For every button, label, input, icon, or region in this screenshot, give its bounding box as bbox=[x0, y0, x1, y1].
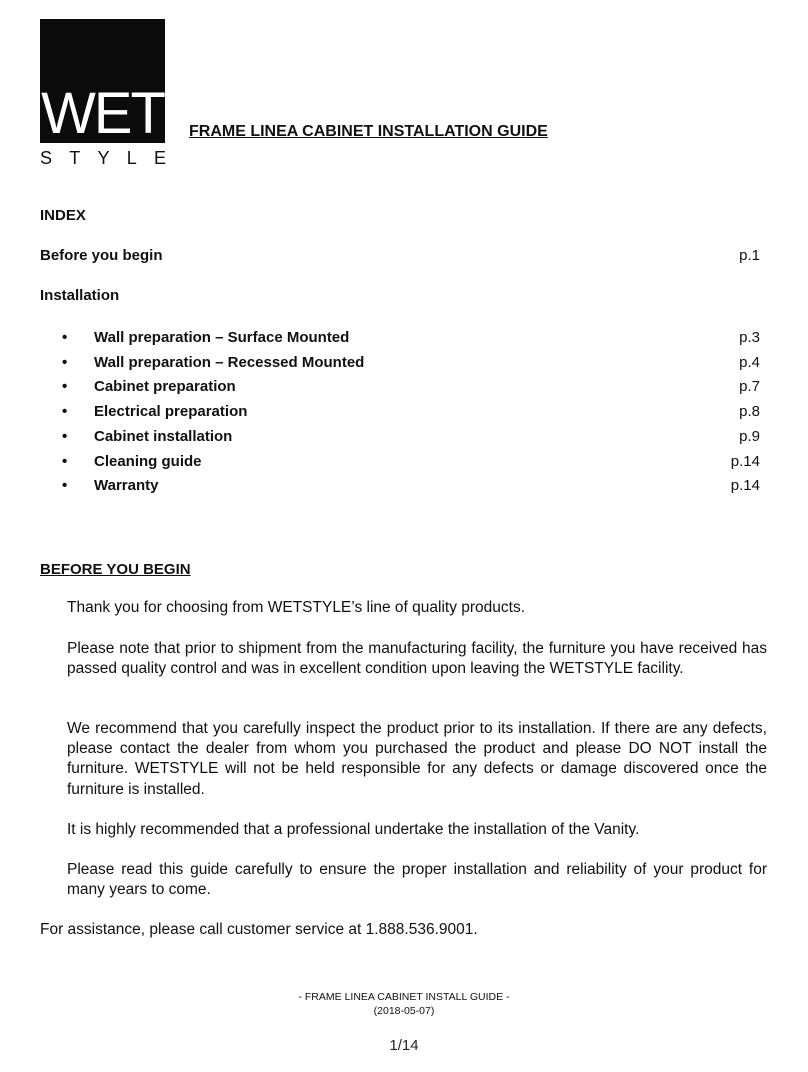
logo-letter: S bbox=[40, 148, 53, 168]
toc-label: Wall preparation – Recessed Mounted bbox=[94, 353, 365, 371]
list-item bbox=[62, 400, 760, 425]
toc-label: Warranty bbox=[94, 477, 159, 495]
paragraph: We recommend that you carefully inspect the product prior to its installation. If there are any defects, please contact the dealer from whom you purchased the product and please DO NOT install the furniture. WETSTYLE will not be held responsible for any defects or damage discovered once the furniture is installed. bbox=[67, 720, 767, 798]
toc-label: Cabinet installation bbox=[94, 427, 233, 445]
toc-page: p.7 bbox=[739, 378, 760, 396]
logo-letter: E bbox=[153, 148, 166, 168]
paragraph: Please read this guide carefully to ensure the proper installation and reliability of your product for many years to come. bbox=[67, 861, 767, 899]
list-item bbox=[62, 375, 760, 400]
page-number: 1/14 bbox=[389, 1037, 419, 1054]
toc-installation-list bbox=[62, 326, 760, 499]
logo-letter: L bbox=[126, 148, 137, 168]
logo-wordmark: WET bbox=[41, 81, 164, 146]
toc-label: Cleaning guide bbox=[94, 452, 202, 470]
bullet: • bbox=[62, 353, 68, 371]
paragraph: Please note that prior to shipment from the manufacturing facility, the furniture you have received has passed quality control and was in excellent condition upon leaving the WETSTYLE facility. bbox=[67, 640, 767, 678]
toc-page: p.4 bbox=[739, 353, 760, 371]
paragraph: Thank you for choosing from WETSTYLE’s line of quality products. bbox=[67, 599, 526, 616]
toc-before-you-begin bbox=[40, 246, 760, 266]
logo-subtitle bbox=[40, 147, 166, 169]
toc-page: p.9 bbox=[739, 427, 760, 445]
toc-label: Cabinet preparation bbox=[94, 378, 236, 396]
toc-page: p.3 bbox=[739, 329, 760, 346]
index-heading: INDEX bbox=[40, 207, 86, 224]
bullet: • bbox=[62, 477, 68, 495]
list-item bbox=[62, 474, 760, 499]
toc-label: Electrical preparation bbox=[94, 403, 248, 421]
bullet: • bbox=[62, 427, 68, 445]
toc-label: Before you begin bbox=[40, 247, 163, 264]
brand-logo bbox=[40, 19, 165, 146]
toc-page: p.1 bbox=[739, 247, 760, 264]
document-title: FRAME LINEA CABINET INSTALLATION GUIDE bbox=[189, 123, 548, 140]
bullet: • bbox=[62, 452, 68, 470]
toc-label: Wall preparation – Surface Mounted bbox=[94, 329, 350, 346]
logo-letter: Y bbox=[97, 148, 110, 168]
footer-date: (2018-05-07) bbox=[373, 1005, 435, 1017]
list-item bbox=[62, 425, 760, 450]
logo-letter: T bbox=[69, 148, 81, 168]
toc-page: p.14 bbox=[730, 477, 760, 495]
list-item bbox=[62, 326, 760, 351]
bullet: • bbox=[62, 378, 68, 396]
footer-title: - FRAME LINEA CABINET INSTALL GUIDE - bbox=[298, 991, 510, 1003]
paragraph: It is highly recommended that a professional undertake the installation of the Vanity. bbox=[67, 821, 640, 838]
bullet: • bbox=[62, 403, 68, 421]
toc-page: p.8 bbox=[739, 403, 760, 421]
list-item bbox=[62, 450, 760, 475]
bullet: • bbox=[62, 329, 68, 346]
list-item bbox=[62, 351, 760, 376]
toc-page: p.14 bbox=[730, 452, 760, 470]
assistance-note: For assistance, please call customer service at 1.888.536.9001. bbox=[40, 921, 478, 938]
before-you-begin-heading: BEFORE YOU BEGIN bbox=[40, 561, 191, 578]
installation-label: Installation bbox=[40, 287, 120, 304]
